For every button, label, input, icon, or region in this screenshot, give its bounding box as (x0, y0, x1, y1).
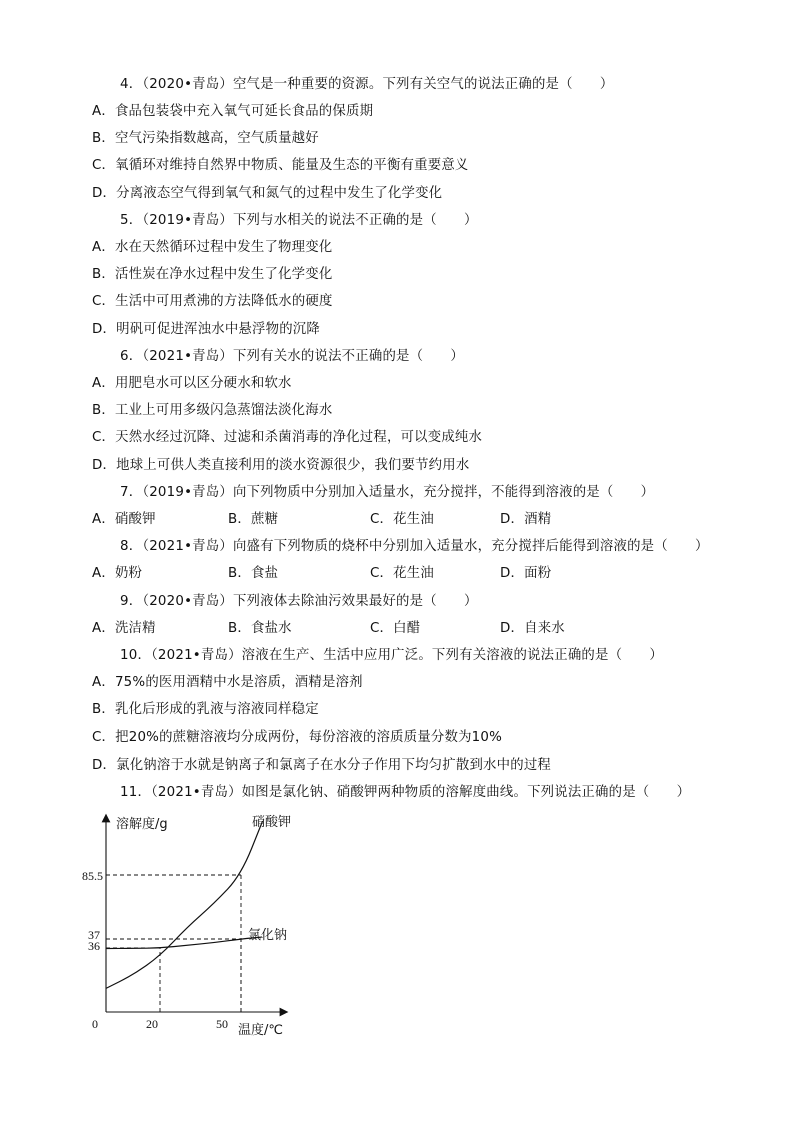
question-5-option-b: B．活性炭在净水过程中发生了化学变化 (92, 267, 333, 282)
question-6-option-c: C．天然水经过沉降、过滤和杀菌消毒的净化过程，可以变成纯水 (92, 430, 483, 445)
question-5-option-d: D．明矾可促进浑浊水中悬浮物的沉降 (92, 322, 320, 337)
question-9-option-b: B．食盐水 (228, 621, 292, 636)
question-8-stem: 8．（2021•青岛）向盛有下列物质的烧杯中分别加入适量水，充分搅拌后能得到溶液的是（ ） (120, 539, 709, 554)
series-label-nacl: 氯化钠 (248, 928, 288, 943)
x-tick-50: 50 (216, 1017, 228, 1031)
y-tick-37: 37 (88, 928, 100, 942)
x-axis-label: 温度/℃ (238, 1023, 283, 1038)
kno3-curve (106, 821, 263, 988)
y-tick-85-5: 85.5 (82, 869, 103, 883)
question-10-option-b: B．乳化后形成的乳液与溶液同样稳定 (92, 702, 319, 717)
question-6-option-d: D．地球上可供人类直接利用的淡水资源很少，我们要节约用水 (92, 458, 470, 473)
question-6-option-a: A．用肥皂水可以区分硬水和软水 (92, 376, 292, 391)
question-8-option-c: C．花生油 (370, 566, 434, 581)
question-6-stem: 6．（2021•青岛）下列有关水的说法不正确的是（ ） (120, 349, 464, 364)
question-5-option-a: A．水在天然循环过程中发生了物理变化 (92, 240, 333, 255)
x-tick-0: 0 (92, 1017, 98, 1031)
question-10-stem: 10．（2021•青岛）溶液在生产、生活中应用广泛。下列有关溶液的说法正确的是（ ） (120, 648, 663, 663)
series-label-kno3: 硝酸钾 (252, 815, 292, 830)
question-7-option-b: B．蔗糖 (228, 512, 279, 527)
question-9-option-d: D．自来水 (500, 621, 565, 636)
question-8-option-a: A．奶粉 (92, 566, 143, 581)
question-7-option-d: D．酒精 (500, 512, 552, 527)
question-10-option-d: D．氯化钠溶于水就是钠离子和氯离子在水分子作用下均匀扩散到水中的过程 (92, 758, 551, 773)
question-4-option-d: D．分离液态空气得到氧气和氮气的过程中发生了化学变化 (92, 186, 443, 201)
question-9-option-c: C．白醋 (370, 621, 421, 636)
question-7-stem: 7．（2019•青岛）向下列物质中分别加入适量水，充分搅拌，不能得到溶液的是（ ） (120, 485, 655, 500)
question-4-option-a: A．食品包装袋中充入氧气可延长食品的保质期 (92, 104, 374, 119)
x-tick-20: 20 (146, 1017, 158, 1031)
question-4-option-c: C．氧循环对维持自然界中物质、能量及生态的平衡有重要意义 (92, 158, 469, 173)
question-8-option-d: D．面粉 (500, 566, 552, 581)
question-10-option-a: A．75%的医用酒精中水是溶质，酒精是溶剂 (92, 675, 363, 690)
solubility-chart (82, 808, 318, 1038)
question-7-option-c: C．花生油 (370, 512, 434, 527)
question-7-option-a: A．硝酸钾 (92, 512, 156, 527)
question-4-option-b: B．空气污染指数越高，空气质量越好 (92, 131, 319, 146)
question-8-option-b: B．食盐 (228, 566, 279, 581)
question-9-stem: 9．（2020•青岛）下列液体去除油污效果最好的是（ ） (120, 594, 478, 609)
question-5-stem: 5．（2019•青岛）下列与水相关的说法不正确的是（ ） (120, 213, 478, 228)
question-11-stem: 11．（2021•青岛）如图是氯化钠、硝酸钾两种物质的溶解度曲线。下列说法正确的是（ ） (120, 785, 691, 800)
y-axis-label: 溶解度/g (116, 817, 168, 832)
question-6-option-b: B．工业上可用多级闪急蒸馏法淡化海水 (92, 403, 333, 418)
question-10-option-c: C．把20%的蔗糖溶液均分成两份，每份溶液的溶质质量分数为10% (92, 730, 503, 745)
question-4-stem: 4．（2020•青岛）空气是一种重要的资源。下列有关空气的说法正确的是（ ） (120, 77, 614, 92)
y-tick-36: 36 (88, 939, 100, 953)
question-9-option-a: A．洗洁精 (92, 621, 156, 636)
question-5-option-c: C．生活中可用煮沸的方法降低水的硬度 (92, 294, 333, 309)
